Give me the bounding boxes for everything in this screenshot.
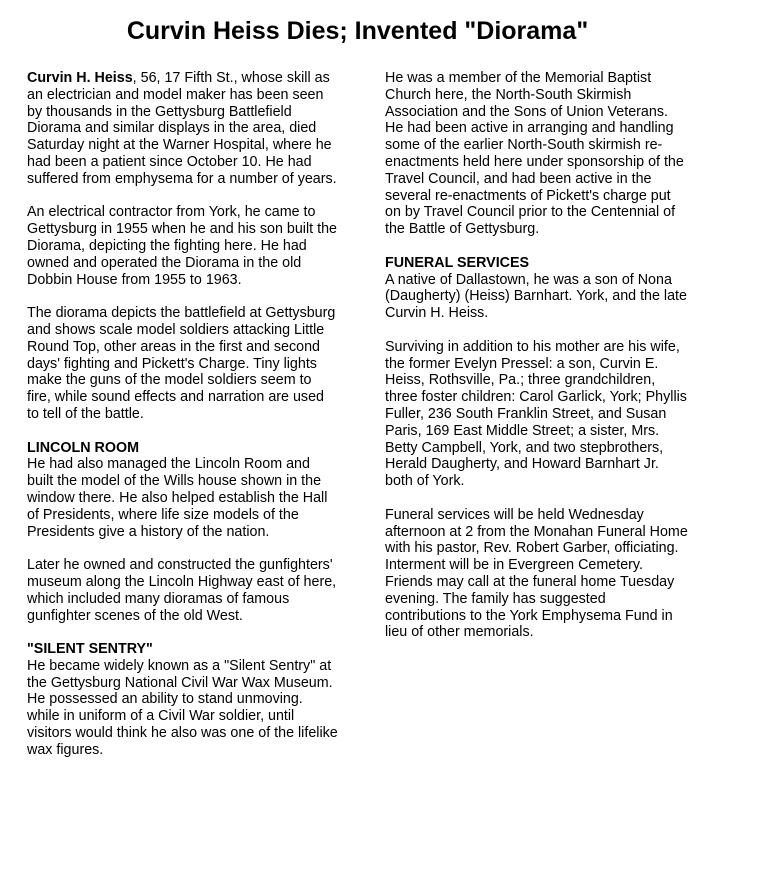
right-column (385, 70, 690, 658)
lead-name: Curvin H. Heiss (27, 70, 133, 86)
subhead-lincoln-room: LINCOLN ROOM (27, 439, 139, 456)
subhead-silent-sentry: "SILENT SENTRY" (27, 641, 153, 658)
paragraph-contractor: An electrical contractor from York, he came to Gettysburg in 1955 when he and his son built the Diorama, depicting the fighting here. He had owned and operated the Diorama in the old Dobbin House from 1955 to 1963. (27, 204, 337, 288)
lead-text: , 56, 17 Fifth St., whose skill as an electrician and model maker has been seen by thousands in the Gettysburg Battlefield Diorama and similar displays in the area, died Saturday night at the Warner Hospital, where he had been a patient since October 10. He had suffered from emphysema for a number of years. (27, 70, 337, 187)
paragraph-native: A native of Dallastown, he was a son of Nona (Daugherty) (Heiss) Barnhart. York, and the late Curvin H. Heiss. (385, 271, 687, 322)
paragraph-gunfighters-museum: Later he owned and constructed the gunfighters' museum along the Lincoln Highway east of here, which included many dioramas of famous gunfighter scenes of the old West. (27, 557, 337, 624)
paragraph-diorama: The diorama depicts the battlefield at Gettysburg and shows scale model soldiers attacking Little Round Top, other areas in the first and second days' fighting and Pickett's Charge. Tiny lights make the guns of the model soldiers seem to fire, while sound effects and narration are used to tell of the battle. (27, 305, 336, 422)
headline: Curvin Heiss Dies; Invented "Diorama" (126, 17, 589, 45)
subhead-funeral-services: FUNERAL SERVICES (385, 254, 530, 271)
lead-paragraph (27, 70, 339, 188)
paragraph-memberships: He was a member of the Memorial Baptist Church here, the North-South Skirmish Association and the Sons of Union Veterans. He had been active in arranging and handling some of the earlier North-South skirmish re-enactments held here under sponsorship of the Travel Council, and had been active in the several re-enactments of Pickett's charge put on by Travel Council prior to the Centennial of the Battle of Gettysburg. (385, 70, 684, 238)
paragraph-silent-sentry: He became widely known as a "Silent Sentry" at the Gettysburg National Civil War Wax Museum. He possessed an ability to stand unmoving. while in uniform of a Civil War soldier, until visitors would think he also was one of the lifelike wax figures. (27, 657, 338, 758)
paragraph-survivors: Surviving in addition to his mother are his wife, the former Evelyn Pressel: a son, Curvin E. Heiss, Rothsville, Pa.; three grandchildren, three foster children: Carol Garlick, York; Phyllis Fuller, 236 South Franklin Street, and Susan Paris, 169 East Middle Street; a sister, Mrs. Betty Campbell, York, and two stepbrothers, Herald Daugherty, and Howard Barnhart Jr. both of York. (385, 338, 687, 490)
paragraph-funeral-details: Funeral services will be held Wednesday afternoon at 2 from the Monahan Funeral Home with his pastor, Rev. Robert Garber, officiating. Interment will be in Evergreen Cemetery. Friends may call at the funeral home Tuesday evening. The family has suggested contributions to the York Emphysema Fund in lieu of other memorials. (385, 506, 688, 641)
left-column (27, 70, 339, 775)
paragraph-lincoln-room: He had also managed the Lincoln Room and built the model of the Wills house shown in the window there. He also helped establish the Hall of Presidents, where life size models of the Presidents give a history of the nation. (27, 456, 328, 540)
